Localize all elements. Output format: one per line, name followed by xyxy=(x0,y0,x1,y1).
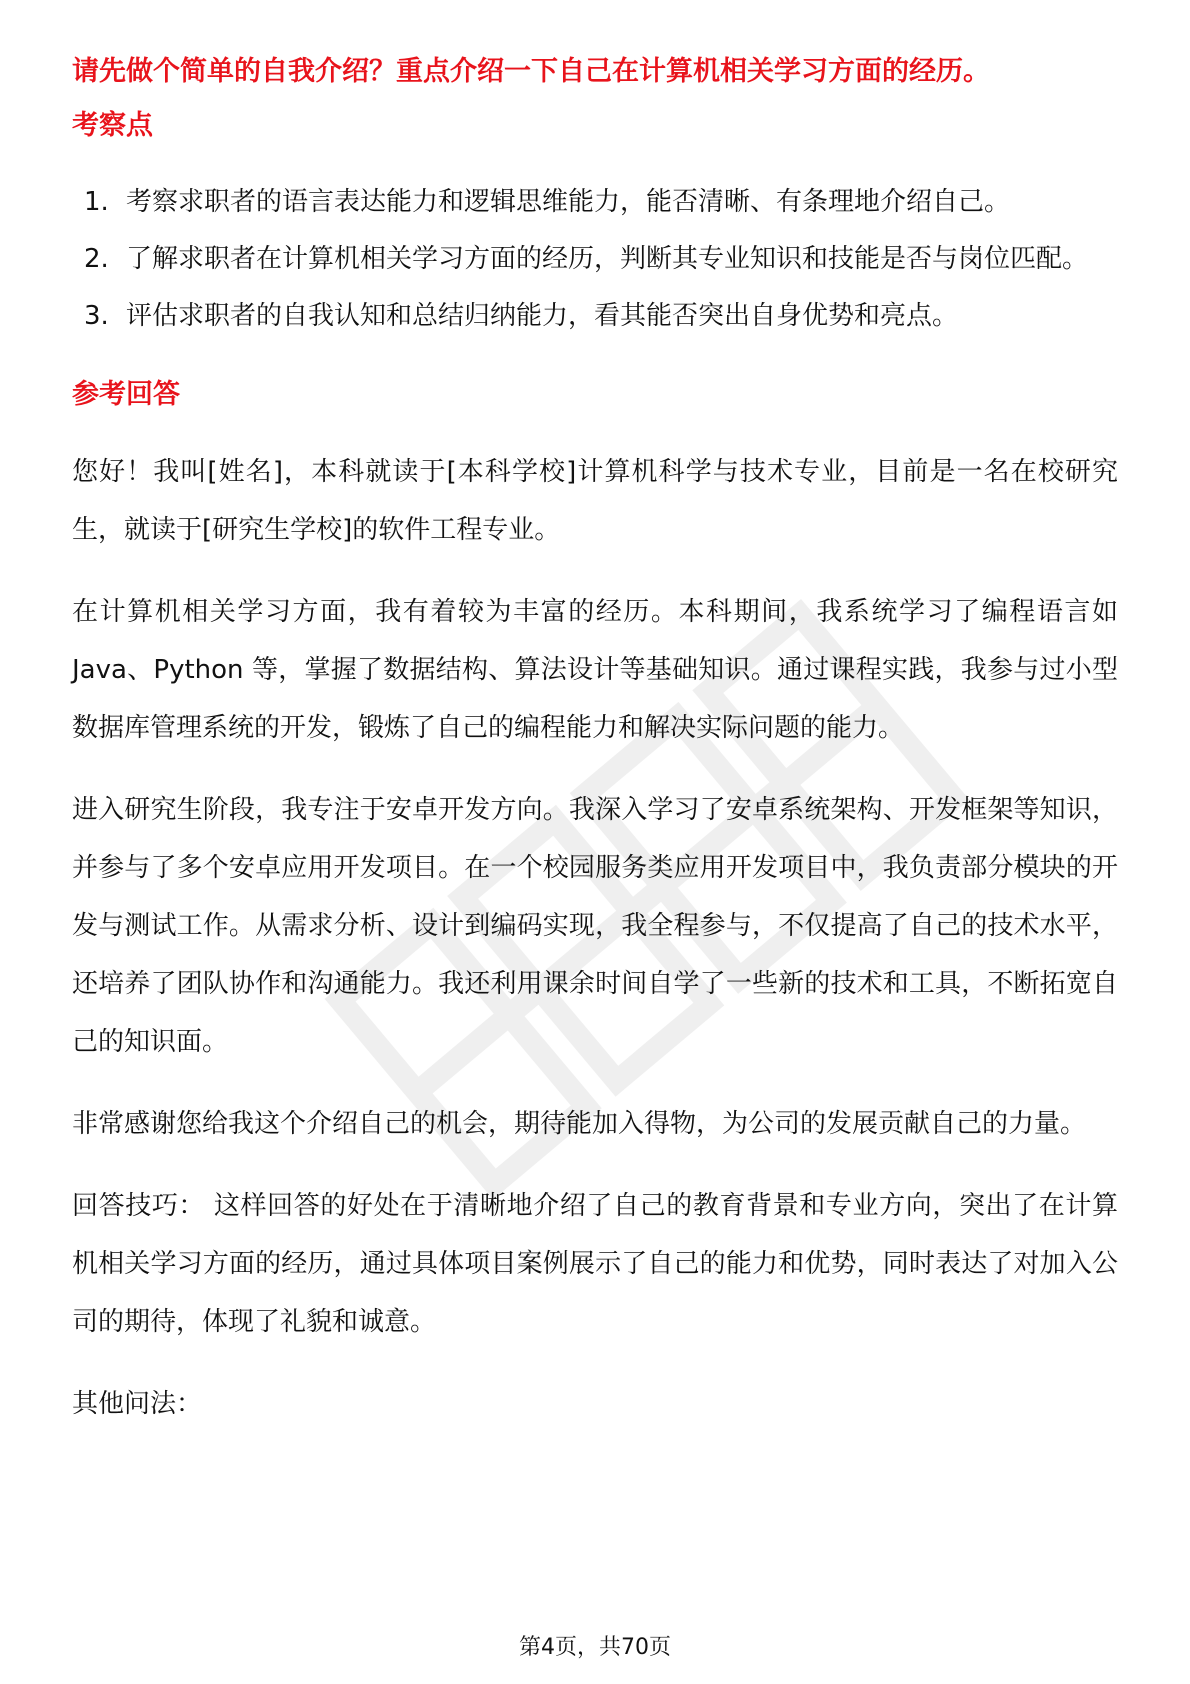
assessment-list xyxy=(72,174,1118,345)
question-title: 请先做个简单的自我介绍？重点介绍一下自己在计算机相关学习方面的经历。 xyxy=(72,56,990,87)
answer-paragraph-graduate: 进入研究生阶段，我专注于安卓开发方向。我深入学习了安卓系统架构、开发框架等知识，并参与了多个安卓应用开发项目。在一个校园服务类应用开发项目中，我负责部分模块的开发与测试工作。从需求分析、设计到编码实现，我全程参与，不仅提高了自己的技术水平，还培养了团队协作和沟通能力。我还利用课余时间自学了一些新的技术和工具，不断拓宽自己的知识面。 xyxy=(72,795,1118,1057)
list-item xyxy=(72,174,1118,231)
answer-tips: 回答技巧： 这样回答的好处在于清晰地介绍了自己的教育背景和专业方向，突出了在计算机相关学习方面的经历，通过具体项目案例展示了自己的能力和优势，同时表达了对加入公司的期待，体现了礼貌和诚意。 xyxy=(72,1191,1118,1337)
list-item-number: 3. xyxy=(84,301,109,331)
assessment-heading: 考察点 xyxy=(72,110,153,141)
answer-heading: 参考回答 xyxy=(72,379,180,410)
list-item-number: 2. xyxy=(84,244,109,274)
list-item-number: 1. xyxy=(84,187,109,217)
list-item-text: 评估求职者的自我认知和总结归纳能力，看其能否突出自身优势和亮点。 xyxy=(126,301,959,331)
answer-paragraph-closing: 非常感谢您给我这个介绍自己的机会，期待能加入得物，为公司的发展贡献自己的力量。 xyxy=(72,1109,1087,1139)
list-item xyxy=(72,288,1118,345)
other-phrasings-label: 其他问法： xyxy=(72,1389,203,1419)
answer-paragraph-undergrad: 在计算机相关学习方面，我有着较为丰富的经历。本科期间，我系统学习了编程语言如 Java、Python 等，掌握了数据结构、算法设计等基础知识。通过课程实践，我参与过小型数据库管理系统的开发，锻炼了自己的编程能力和解决实际问题的能力。 xyxy=(72,597,1118,743)
page-number: 第4页，共70页 xyxy=(519,1635,671,1660)
answer-paragraph-intro: 您好！我叫[姓名]，本科就读于[本科学校]计算机科学与技术专业，目前是一名在校研究生，就读于[研究生学校]的软件工程专业。 xyxy=(72,457,1118,545)
list-item-text: 了解求职者在计算机相关学习方面的经历，判断其专业知识和技能是否与岗位匹配。 xyxy=(126,244,1089,274)
list-item xyxy=(72,231,1118,288)
list-item-text: 考察求职者的语言表达能力和逻辑思维能力，能否清晰、有条理地介绍自己。 xyxy=(126,187,1011,217)
main-content xyxy=(72,52,1118,1433)
